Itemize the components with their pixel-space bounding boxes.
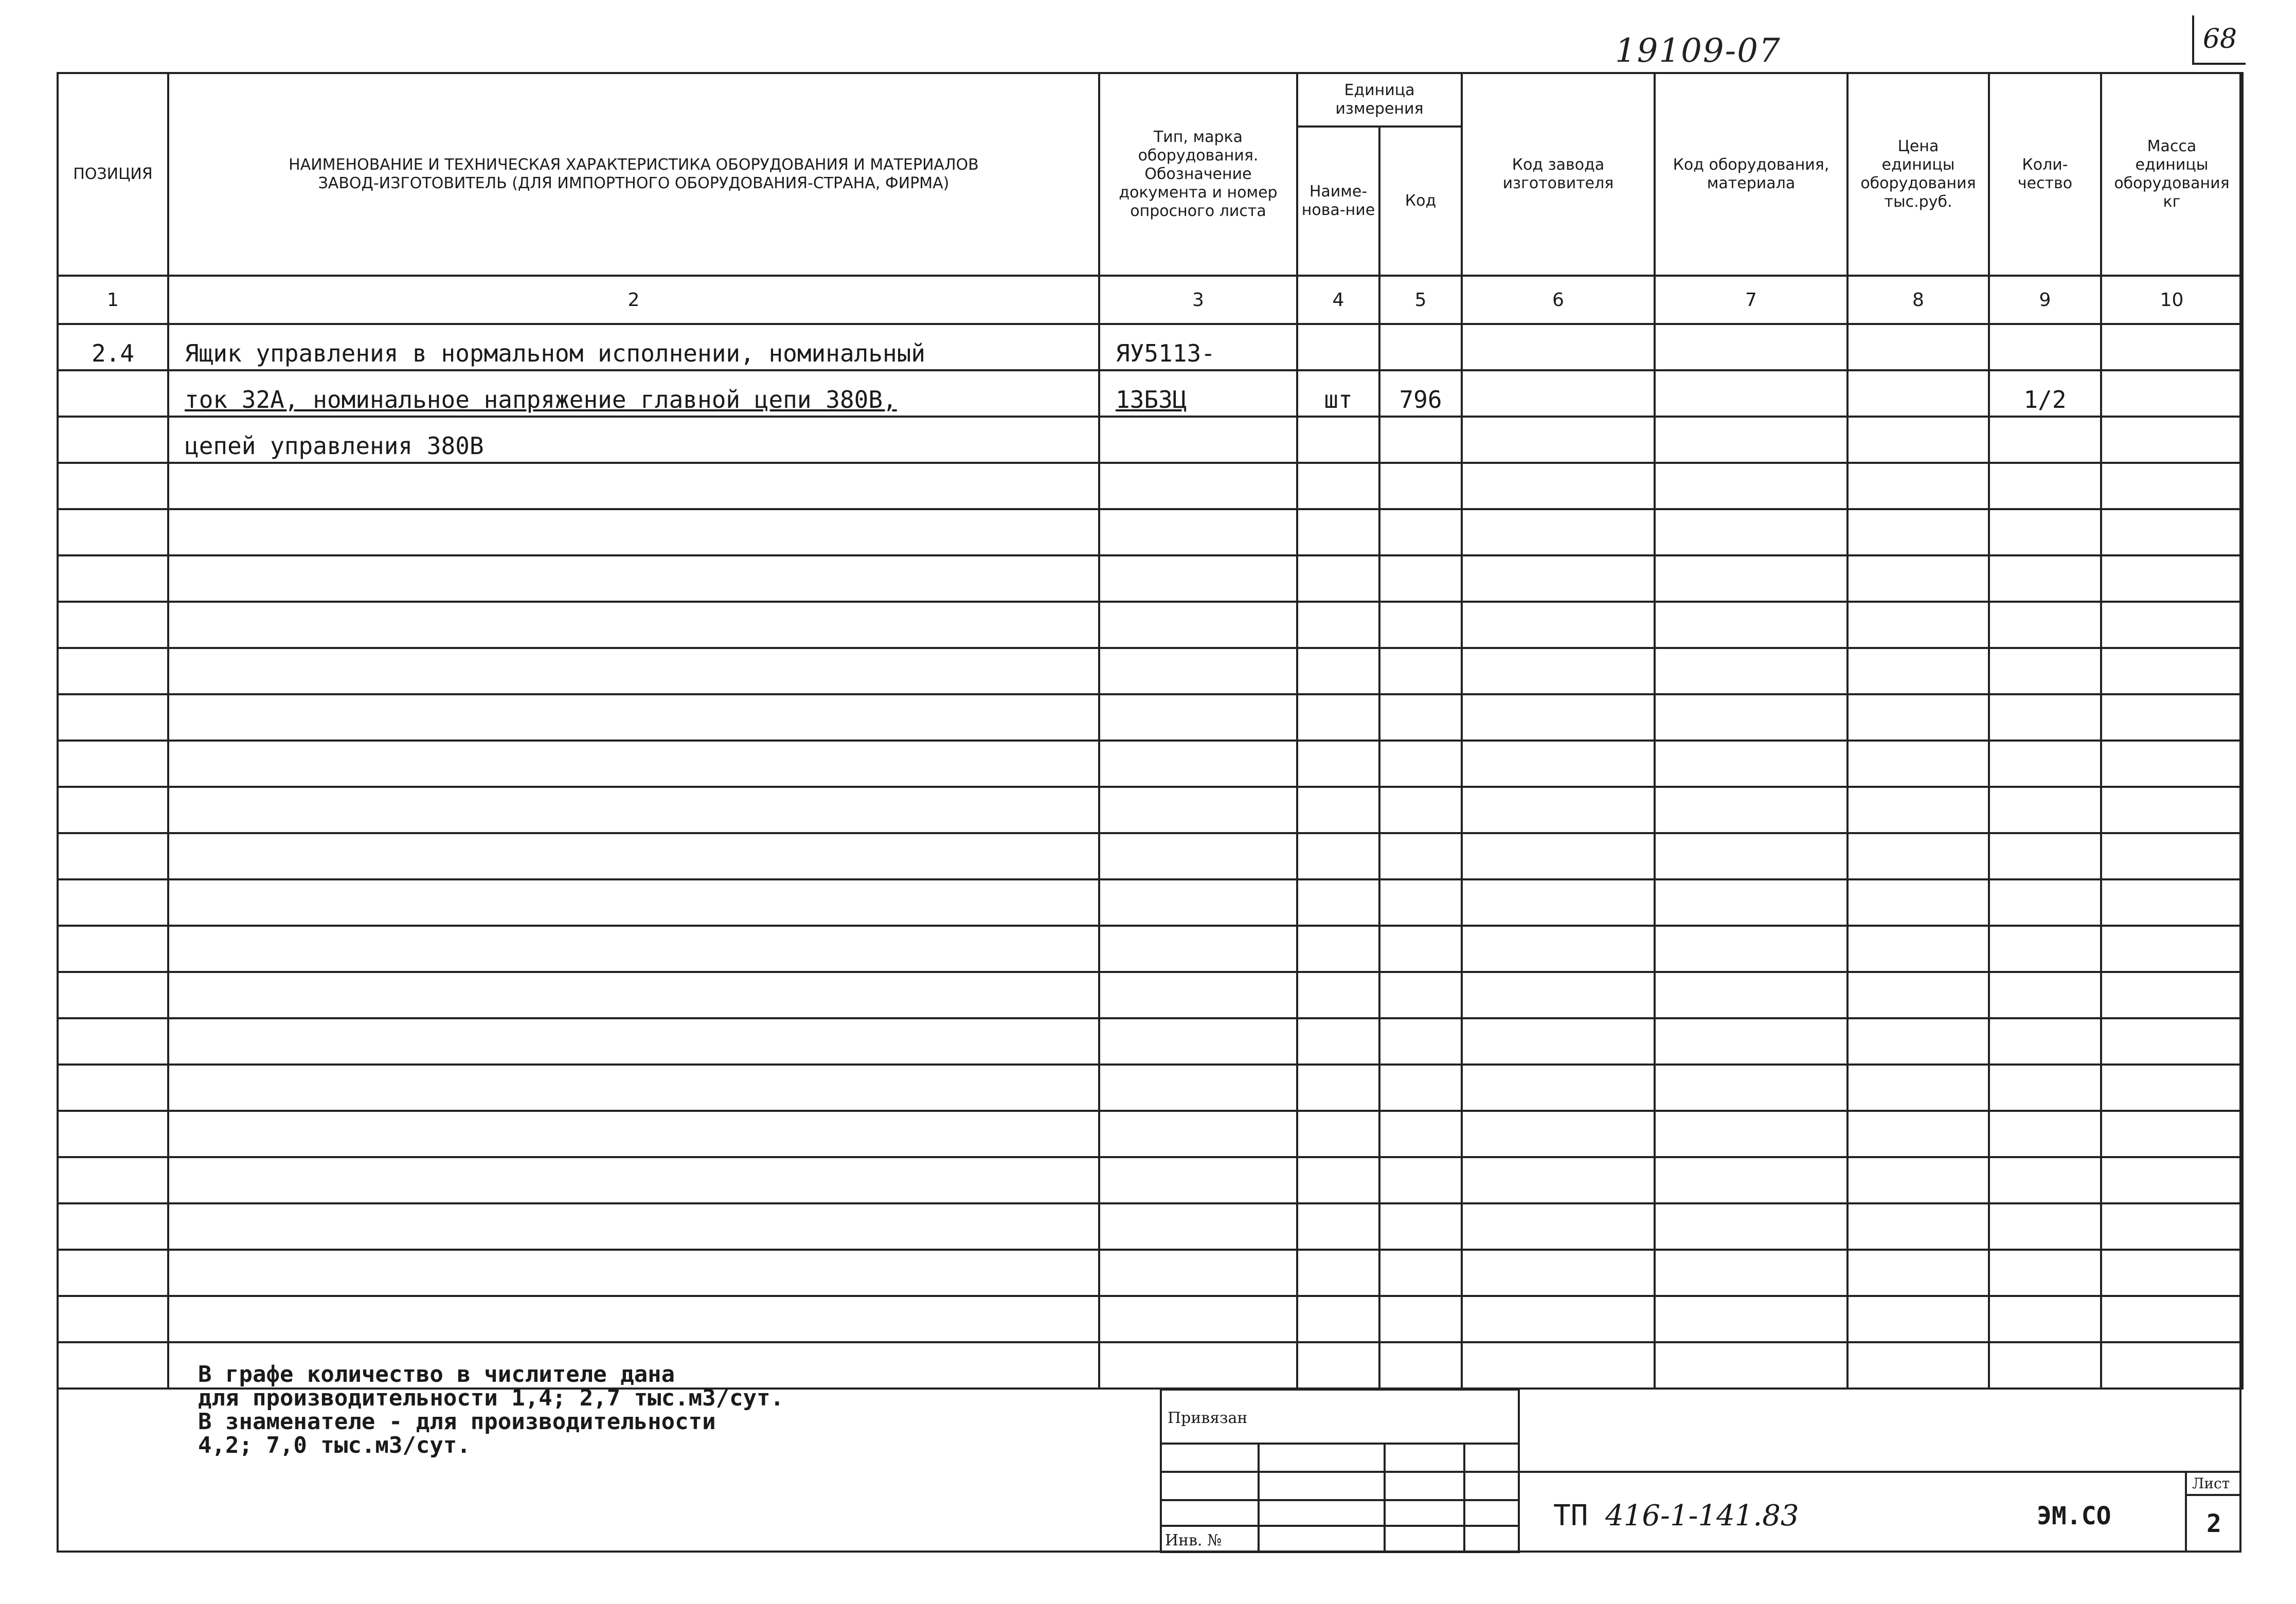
header-unit-code: Код	[1379, 127, 1462, 276]
row-position	[58, 370, 168, 417]
empty-cell	[168, 879, 1099, 926]
empty-cell	[1099, 1111, 1297, 1157]
empty-cell	[1297, 972, 1379, 1018]
row-price	[1847, 370, 1989, 417]
empty-cell	[1099, 833, 1297, 879]
empty-cell	[1297, 1157, 1379, 1203]
empty-cell	[1847, 463, 1989, 509]
empty-cell	[1847, 1250, 1989, 1296]
empty-cell	[168, 1065, 1099, 1111]
empty-cell	[1847, 1342, 1989, 1389]
empty-cell	[1462, 555, 1655, 602]
empty-cell	[168, 694, 1099, 741]
title-block-main-top	[1520, 1471, 2241, 1473]
header-name-line2: ЗАВОД-ИЗГОТОВИТЕЛЬ (ДЛЯ ИМПОРТНОГО ОБОРУДОВАНИЯ-СТРАНА, ФИРМА)	[318, 174, 949, 192]
empty-cell	[2101, 555, 2243, 602]
empty-cell	[1655, 1342, 1847, 1389]
empty-cell	[1989, 741, 2101, 787]
empty-cell	[1462, 1018, 1655, 1065]
empty-cell	[168, 833, 1099, 879]
empty-cell	[1655, 787, 1847, 833]
empty-cell	[1297, 463, 1379, 509]
row-maker-code	[1462, 417, 1655, 463]
empty-cell	[1655, 741, 1847, 787]
empty-cell	[1379, 1250, 1462, 1296]
tb-line	[1384, 1443, 1386, 1553]
empty-cell	[1655, 879, 1847, 926]
empty-cell	[1379, 741, 1462, 787]
empty-cell	[1847, 972, 1989, 1018]
empty-cell	[1099, 1250, 1297, 1296]
table-row	[58, 417, 2243, 463]
header-name	[168, 73, 1099, 276]
empty-table-row	[58, 1018, 2243, 1065]
empty-rows	[58, 463, 2243, 1389]
empty-cell	[1297, 741, 1379, 787]
empty-cell	[1099, 694, 1297, 741]
empty-cell	[1989, 463, 2101, 509]
empty-cell	[1099, 463, 1297, 509]
empty-cell	[2101, 787, 2243, 833]
empty-cell	[58, 1018, 168, 1065]
col-number: 9	[1989, 276, 2101, 324]
empty-cell	[1379, 1203, 1462, 1250]
empty-cell	[1847, 926, 1989, 972]
empty-cell	[1655, 1065, 1847, 1111]
row-price	[1847, 324, 1989, 370]
empty-cell	[1655, 926, 1847, 972]
row-unit-name	[1297, 417, 1379, 463]
empty-cell	[2101, 1296, 2243, 1342]
empty-cell	[1297, 1018, 1379, 1065]
footnote: В графе количество в числителе дана для производительности 1,4; 2,7 тыс.м3/сут. В знаменателе - для производительности 4,2; 7,0 тыс.м3/сут.	[198, 1361, 784, 1458]
col-number: 7	[1655, 276, 1847, 324]
empty-cell	[1655, 1203, 1847, 1250]
empty-cell	[168, 509, 1099, 555]
empty-cell	[2101, 694, 2243, 741]
empty-cell	[1462, 1342, 1655, 1389]
row-unit-name	[1297, 324, 1379, 370]
empty-cell	[58, 926, 168, 972]
empty-cell	[1655, 694, 1847, 741]
empty-cell	[1297, 694, 1379, 741]
empty-cell	[1655, 509, 1847, 555]
tb-line	[1160, 1525, 1520, 1527]
empty-cell	[1847, 555, 1989, 602]
empty-cell	[2101, 463, 2243, 509]
empty-cell	[2101, 1250, 2243, 1296]
empty-cell	[168, 1250, 1099, 1296]
inv-label: Инв. №	[1165, 1531, 1222, 1549]
empty-cell	[2101, 926, 2243, 972]
sheet-stamp: 68	[2192, 15, 2246, 65]
empty-cell	[1379, 833, 1462, 879]
empty-table-row	[58, 1250, 2243, 1296]
empty-cell	[1847, 602, 1989, 648]
empty-cell	[1462, 1296, 1655, 1342]
header-row-1	[58, 73, 2243, 127]
empty-cell	[168, 1111, 1099, 1157]
row-unit-code: 796	[1379, 370, 1462, 417]
empty-cell	[1297, 1296, 1379, 1342]
empty-cell	[1989, 694, 2101, 741]
empty-cell	[1655, 1296, 1847, 1342]
header-unit: Единица измерения	[1297, 73, 1462, 127]
empty-cell	[1847, 1065, 1989, 1111]
empty-cell	[1989, 602, 2101, 648]
section-code: ЭМ.СО	[2037, 1502, 2111, 1530]
empty-cell	[1297, 1111, 1379, 1157]
empty-cell	[1989, 1157, 2101, 1203]
empty-cell	[1989, 1065, 2101, 1111]
empty-table-row	[58, 972, 2243, 1018]
empty-cell	[1379, 509, 1462, 555]
empty-cell	[1297, 648, 1379, 694]
empty-cell	[1655, 1250, 1847, 1296]
empty-cell	[1462, 1111, 1655, 1157]
row-position: 2.4	[58, 324, 168, 370]
empty-cell	[1462, 1065, 1655, 1111]
empty-cell	[58, 694, 168, 741]
empty-table-row	[58, 879, 2243, 926]
empty-cell	[1099, 1018, 1297, 1065]
empty-cell	[1655, 972, 1847, 1018]
empty-cell	[1462, 833, 1655, 879]
empty-cell	[168, 926, 1099, 972]
header-quantity: Коли-чество	[1989, 73, 2101, 276]
col-number: 10	[2101, 276, 2243, 324]
tb-line	[1463, 1443, 1465, 1553]
sheet-box-divider	[2185, 1494, 2241, 1496]
empty-cell	[58, 1065, 168, 1111]
empty-table-row	[58, 509, 2243, 555]
empty-cell	[1989, 1296, 2101, 1342]
empty-cell	[1379, 787, 1462, 833]
row-price	[1847, 417, 1989, 463]
col-number: 5	[1379, 276, 1462, 324]
empty-cell	[1847, 1296, 1989, 1342]
empty-cell	[1989, 926, 2101, 972]
sheet-label: Лист	[2192, 1475, 2230, 1492]
column-number-row	[58, 276, 2243, 324]
row-mass	[2101, 324, 2243, 370]
row-type: 13Б3Ц	[1099, 370, 1297, 417]
col-number: 4	[1297, 276, 1379, 324]
empty-cell	[1847, 787, 1989, 833]
empty-cell	[1989, 833, 2101, 879]
empty-cell	[1379, 879, 1462, 926]
row-equip-code	[1655, 324, 1847, 370]
empty-cell	[1989, 972, 2101, 1018]
empty-cell	[1847, 879, 1989, 926]
header-position: ПОЗИЦИЯ	[58, 73, 168, 276]
empty-cell	[1297, 1203, 1379, 1250]
empty-cell	[1462, 1157, 1655, 1203]
empty-cell	[1989, 1342, 2101, 1389]
empty-cell	[2101, 1157, 2243, 1203]
empty-table-row	[58, 555, 2243, 602]
empty-cell	[2101, 972, 2243, 1018]
empty-cell	[58, 1296, 168, 1342]
row-unit-name: шт	[1297, 370, 1379, 417]
empty-cell	[168, 1157, 1099, 1203]
empty-cell	[1379, 1296, 1462, 1342]
empty-table-row	[58, 463, 2243, 509]
empty-cell	[1847, 1111, 1989, 1157]
empty-cell	[58, 972, 168, 1018]
document-number: 19109-07	[1615, 32, 1781, 70]
empty-cell	[168, 1203, 1099, 1250]
specification-table	[57, 72, 2244, 1390]
empty-cell	[1655, 648, 1847, 694]
empty-table-row	[58, 648, 2243, 694]
empty-cell	[1379, 555, 1462, 602]
empty-cell	[1655, 555, 1847, 602]
empty-table-row	[58, 1203, 2243, 1250]
empty-cell	[1099, 1157, 1297, 1203]
empty-cell	[1989, 555, 2101, 602]
empty-cell	[58, 602, 168, 648]
empty-cell	[1297, 879, 1379, 926]
empty-cell	[1379, 1065, 1462, 1111]
empty-cell	[1379, 602, 1462, 648]
empty-cell	[1655, 602, 1847, 648]
sheet-number: 2	[2207, 1509, 2221, 1538]
empty-cell	[2101, 1065, 2243, 1111]
empty-cell	[1655, 1018, 1847, 1065]
empty-cell	[1379, 1111, 1462, 1157]
empty-table-row	[58, 1065, 2243, 1111]
tb-line	[1160, 1443, 1520, 1445]
empty-cell	[58, 1250, 168, 1296]
empty-cell	[1297, 1342, 1379, 1389]
empty-cell	[168, 648, 1099, 694]
empty-cell	[1297, 1065, 1379, 1111]
table-row	[58, 370, 2243, 417]
empty-cell	[168, 555, 1099, 602]
empty-cell	[58, 833, 168, 879]
empty-cell	[168, 741, 1099, 787]
empty-cell	[1847, 833, 1989, 879]
empty-cell	[1379, 1342, 1462, 1389]
empty-cell	[1847, 694, 1989, 741]
empty-cell	[1655, 1111, 1847, 1157]
empty-table-row	[58, 926, 2243, 972]
bound-label: Привязан	[1168, 1409, 1248, 1427]
empty-cell	[58, 509, 168, 555]
empty-cell	[1297, 509, 1379, 555]
empty-cell	[168, 602, 1099, 648]
empty-cell	[1462, 509, 1655, 555]
empty-table-row	[58, 1111, 2243, 1157]
tb-line	[1258, 1443, 1260, 1553]
empty-cell	[1989, 509, 2101, 555]
empty-cell	[58, 1342, 168, 1389]
empty-cell	[1099, 509, 1297, 555]
empty-cell	[2101, 1342, 2243, 1389]
header-price: Цена единицы оборудования тыс.руб.	[1847, 73, 1989, 276]
row-unit-code	[1379, 324, 1462, 370]
empty-table-row	[58, 741, 2243, 787]
empty-cell	[58, 1111, 168, 1157]
empty-cell	[58, 787, 168, 833]
row-type	[1099, 417, 1297, 463]
header-equip-code: Код оборудования, материала	[1655, 73, 1847, 276]
header-name-line1: НАИМЕНОВАНИЕ И ТЕХНИЧЕСКАЯ ХАРАКТЕРИСТИКА ОБОРУДОВАНИЯ И МАТЕРИАЛОВ	[289, 156, 979, 174]
empty-cell	[1099, 1342, 1297, 1389]
empty-cell	[1099, 741, 1297, 787]
empty-cell	[1989, 648, 2101, 694]
col-number: 8	[1847, 276, 1989, 324]
empty-cell	[168, 1296, 1099, 1342]
empty-cell	[168, 972, 1099, 1018]
col-number: 6	[1462, 276, 1655, 324]
header-maker-code: Код завода изготовителя	[1462, 73, 1655, 276]
empty-table-row	[58, 1296, 2243, 1342]
project-code-number: 416-1-141.83	[1605, 1499, 1799, 1533]
empty-cell	[168, 1018, 1099, 1065]
row-maker-code	[1462, 324, 1655, 370]
frame-bottom	[57, 1551, 2241, 1553]
empty-cell	[1462, 694, 1655, 741]
empty-cell	[1379, 463, 1462, 509]
tb-line	[1160, 1471, 1520, 1473]
empty-cell	[58, 1203, 168, 1250]
row-type: ЯУ5113-	[1099, 324, 1297, 370]
empty-table-row	[58, 602, 2243, 648]
empty-cell	[58, 648, 168, 694]
empty-cell	[1847, 1018, 1989, 1065]
empty-cell	[1989, 1250, 2101, 1296]
empty-cell	[1099, 972, 1297, 1018]
empty-cell	[1847, 741, 1989, 787]
empty-cell	[58, 879, 168, 926]
row-position	[58, 417, 168, 463]
empty-cell	[2101, 1203, 2243, 1250]
empty-cell	[1379, 694, 1462, 741]
empty-cell	[1379, 648, 1462, 694]
row-equip-code	[1655, 417, 1847, 463]
empty-table-row	[58, 787, 2243, 833]
empty-cell	[1099, 602, 1297, 648]
empty-cell	[1655, 1157, 1847, 1203]
row-equip-code	[1655, 370, 1847, 417]
empty-cell	[58, 1157, 168, 1203]
project-code-prefix: ТП	[1553, 1499, 1588, 1533]
tb-line	[1160, 1499, 1520, 1501]
empty-cell	[1297, 833, 1379, 879]
empty-cell	[1462, 741, 1655, 787]
empty-cell	[1847, 1157, 1989, 1203]
empty-cell	[1989, 787, 2101, 833]
empty-cell	[1379, 1018, 1462, 1065]
empty-cell	[1379, 972, 1462, 1018]
empty-cell	[58, 741, 168, 787]
empty-cell	[58, 555, 168, 602]
row-quantity	[1989, 324, 2101, 370]
empty-cell	[1297, 1250, 1379, 1296]
empty-cell	[1847, 1203, 1989, 1250]
empty-cell	[1099, 879, 1297, 926]
col-number: 3	[1099, 276, 1297, 324]
empty-cell	[1462, 972, 1655, 1018]
row-name: ток 32А, номинальное напряжение главной цепи 380В,	[168, 370, 1099, 417]
empty-cell	[1099, 787, 1297, 833]
empty-cell	[1099, 1065, 1297, 1111]
empty-cell	[1462, 602, 1655, 648]
empty-cell	[2101, 833, 2243, 879]
empty-cell	[1297, 926, 1379, 972]
empty-cell	[1847, 509, 1989, 555]
empty-cell	[1297, 787, 1379, 833]
empty-cell	[1099, 648, 1297, 694]
empty-cell	[1099, 1203, 1297, 1250]
row-mass	[2101, 370, 2243, 417]
row-name: цепей управления 380В	[168, 417, 1099, 463]
empty-cell	[1655, 463, 1847, 509]
empty-cell	[1989, 1111, 2101, 1157]
project-code	[1553, 1499, 1799, 1533]
empty-cell	[168, 787, 1099, 833]
empty-cell	[1462, 926, 1655, 972]
empty-cell	[1989, 879, 2101, 926]
row-quantity: 1/2	[1989, 370, 2101, 417]
empty-cell	[1099, 555, 1297, 602]
empty-cell	[58, 463, 168, 509]
empty-cell	[1462, 648, 1655, 694]
empty-table-row	[58, 1157, 2243, 1203]
row-quantity	[1989, 417, 2101, 463]
empty-cell	[1379, 1157, 1462, 1203]
empty-cell	[1099, 1296, 1297, 1342]
empty-table-row	[58, 833, 2243, 879]
empty-cell	[2101, 1111, 2243, 1157]
row-maker-code	[1462, 370, 1655, 417]
row-name: Ящик управления в нормальном исполнении, номинальный	[168, 324, 1099, 370]
empty-table-row	[58, 694, 2243, 741]
empty-cell	[1989, 1203, 2101, 1250]
empty-cell	[2101, 741, 2243, 787]
row-mass	[2101, 417, 2243, 463]
empty-cell	[1462, 1203, 1655, 1250]
empty-cell	[2101, 879, 2243, 926]
header-type: Тип, марка оборудования. Обозначение документа и номер опросного листа	[1099, 73, 1297, 276]
empty-cell	[1462, 1250, 1655, 1296]
empty-cell	[1379, 926, 1462, 972]
empty-cell	[1989, 1018, 2101, 1065]
row-unit-code	[1379, 417, 1462, 463]
header-unit-name: Наиме-нова-ние	[1297, 127, 1379, 276]
empty-cell	[1847, 648, 1989, 694]
empty-cell	[168, 463, 1099, 509]
header-mass: Масса единицы оборудования кг	[2101, 73, 2243, 276]
col-number: 2	[168, 276, 1099, 324]
empty-cell	[1297, 602, 1379, 648]
empty-cell	[1462, 879, 1655, 926]
empty-cell	[1297, 555, 1379, 602]
empty-cell	[2101, 602, 2243, 648]
empty-cell	[2101, 509, 2243, 555]
empty-cell	[2101, 648, 2243, 694]
col-number: 1	[58, 276, 168, 324]
empty-cell	[1462, 787, 1655, 833]
empty-cell	[1462, 463, 1655, 509]
table-row	[58, 324, 2243, 370]
empty-cell	[2101, 1018, 2243, 1065]
empty-cell	[1099, 926, 1297, 972]
empty-cell	[1655, 833, 1847, 879]
